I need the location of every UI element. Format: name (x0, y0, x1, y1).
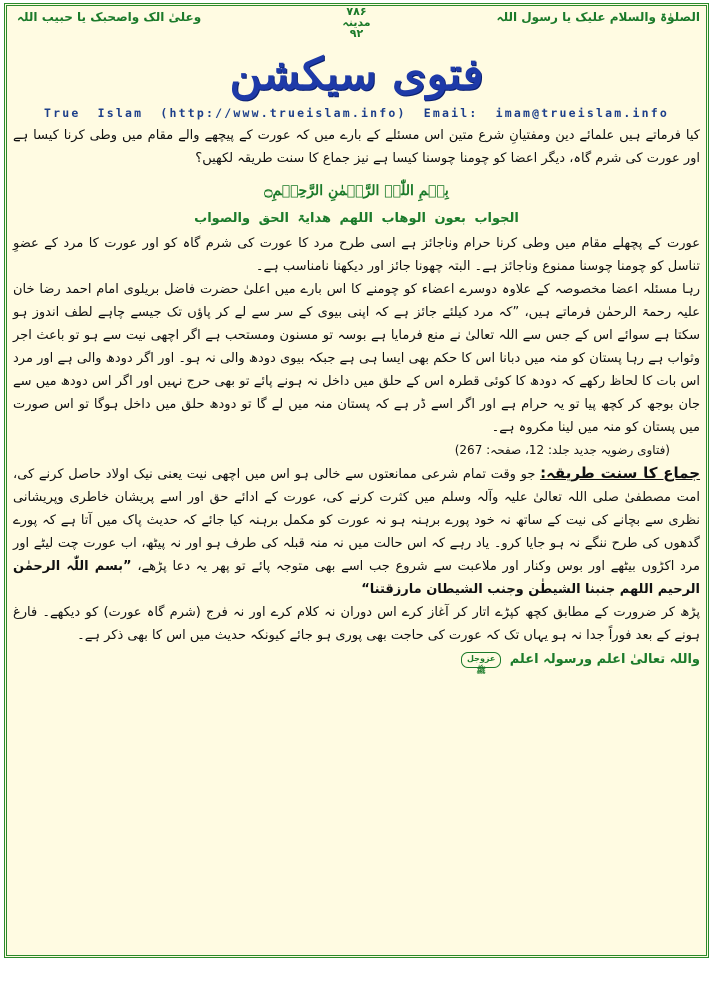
medina-label: مدینہ (342, 16, 371, 29)
header-bar (7, 5, 706, 40)
answer-paragraph-2: رہا مسئلہ اعضا مخصوصہ کے علاوہ دوسرے اعضاء کو چومنے کا اس بارے میں اعلیٰ حضرت فاضل بریلوی امام احمد رضا خان علیہ رحمۃ الرحمٰن فرماتے ہیں، ”کہ مرد کیلئے جائز ہے کہ اپنی بیوی کے سر سے لے کر پاؤں تک جیسے چاہے لطف اندوز ہو سکتا ہے سوائے اس کے جس سے اللہ تعالیٰ نے منع فرمایا ہے بوسہ تو مسنون ومستحب ہے اگر اچھی نیت سے ہو تو باعث اجر وثواب ہے رہا پستان کو منہ میں دبانا اس کا حکم بھی ایسا ہی ہے جبکہ بیوی دودھ والی نہ ہو۔ اور اگر دودھ والی ہے اور مرد اس بات کا لحاظ رکھے کہ دودھ کا کوئی قطرہ اس کے حلق میں داخل نہ ہونے پائے تو بھی حرج نہیں اور اگر اس دودھ میں سے جان بوجھ کر کچھ پیا تو یہ حرام ہے اور اگر اسے ڈر ہے کہ پستان منہ میں لے گا تو دودھ حلق میں داخل ہوگا تو اس صورت میں پستان کو منہ میں لینا مکروہ ہے۔ (13, 282, 700, 435)
closing-line (7, 647, 706, 673)
question-text: کیا فرماتے ہیں علمائے دین ومفتیانِ شرع متین اس مسئلے کے بارے میں کہ عورت کے پیچھے والے مقام میں وطی کرنا کیسا ہے اور عورت کی شرم گاہ، دیگر اعضا کو چومنا چوسنا کیسا ہے نیز جماع کا سنت طریقہ لکھیں؟ (13, 128, 700, 166)
sunnah-paragraph-2: پڑھ کر ضرورت کے مطابق کچھ کپڑے اتار کر آغاز کرے اس دوران نہ کلام کرے اور نہ فرج (شرم گاہ عورت) کو دیکھے۔ فارغ ہونے کے بعد فوراً جدا نہ ہو یہاں تک کہ عورت کی حاجت بھی پوری ہو جائے کیونکہ حدیث میں اس کا بھی ذکر ہے۔ (13, 605, 700, 643)
answer-heading: الجواب بعون الوھاب اللھم ھدایۃ الحق والصواب (194, 211, 519, 226)
fatawa-reference: (فتاوی رضویہ جدید جلد: 12، صفحہ: 267) (454, 443, 670, 457)
honorific-seal: عزوجل ﷺ (461, 652, 501, 668)
bismillah-code (342, 6, 370, 39)
salutation-left: وعلیٰ الک واصحبک یا حبیب اللہ (17, 10, 202, 24)
reference-line (7, 439, 706, 462)
sunnah-paragraph: جو وقت تمام شرعی ممانعتوں سے خالی ہو اس میں اچھی نیت یعنی نیک اولاد حاصل کرنے کی، امت مصطفیٰ صلی اللہ تعالیٰ علیہ وآلہ وسلم میں کثرت کرنے کی، عورت کے ادائے حق اور اسے پریشان خاطری وپریشانی نظری سے بچانے کی نیت کے ساتھ نہ خود پورے برہنہ ہو نہ عورت کو مکمل برہنہ کیا جائے کہ حدیث پاک میں آتا ہے کہ پورے گدھوں کی طرح ننگے نہ ہو جایا کرو۔ یاد رہے کہ اس حالت میں نہ منہ قبلہ کی طرف ہو اور نہ پیٹھ، اب عورت چت لیٹے اور مرد اکڑوں بیٹھے اور بوس وکنار اور ملاعبت سے شروع جب اسے بھی متوجہ پائے تو پھر یہ دعا پڑھے، (13, 467, 700, 574)
page-title: فتوی سیکشن (229, 49, 484, 100)
sunnah-section (7, 462, 706, 601)
sunnah-title: جماع کا سنت طریقہ: (540, 464, 701, 482)
closing-text: واللہ تعالیٰ اعلم ورسولہ اعلم (509, 652, 700, 667)
answer-paragraph-1: عورت کے پچھلے مقام میں وطی کرنا حرام وناجائز ہے اسی طرح مرد کا عورت کی شرم گاہ کو اور عورت کا مرد کے عضوِ تناسل کو چومنا چوسنا ممنوع وناجائز ہے۔ البتہ چھونا جائز اور دیکھنا نامناسب ہے۔ (13, 236, 700, 274)
number-92: ۹۲ (349, 27, 364, 40)
bismillah: بِسۡمِ اللّٰہِ الرَّحۡمٰنِ الرَّحِیۡمِ۝ (264, 183, 449, 199)
number-786: ۷۸۶ (346, 5, 367, 18)
contact-line: True Islam (http://www.trueislam.info) Email: imam@trueislam.info (43, 106, 670, 120)
dua-text: ”بسم اللّٰہ الرحمٰن الرحیم اللھم جنبنا الشیطٰن وجنب الشیطان مارزقتنا“ (13, 559, 700, 597)
fatwa-page (4, 3, 709, 958)
salutation-right: الصلوٰۃ والسلام علیک یا رسول اللہ (496, 10, 700, 24)
